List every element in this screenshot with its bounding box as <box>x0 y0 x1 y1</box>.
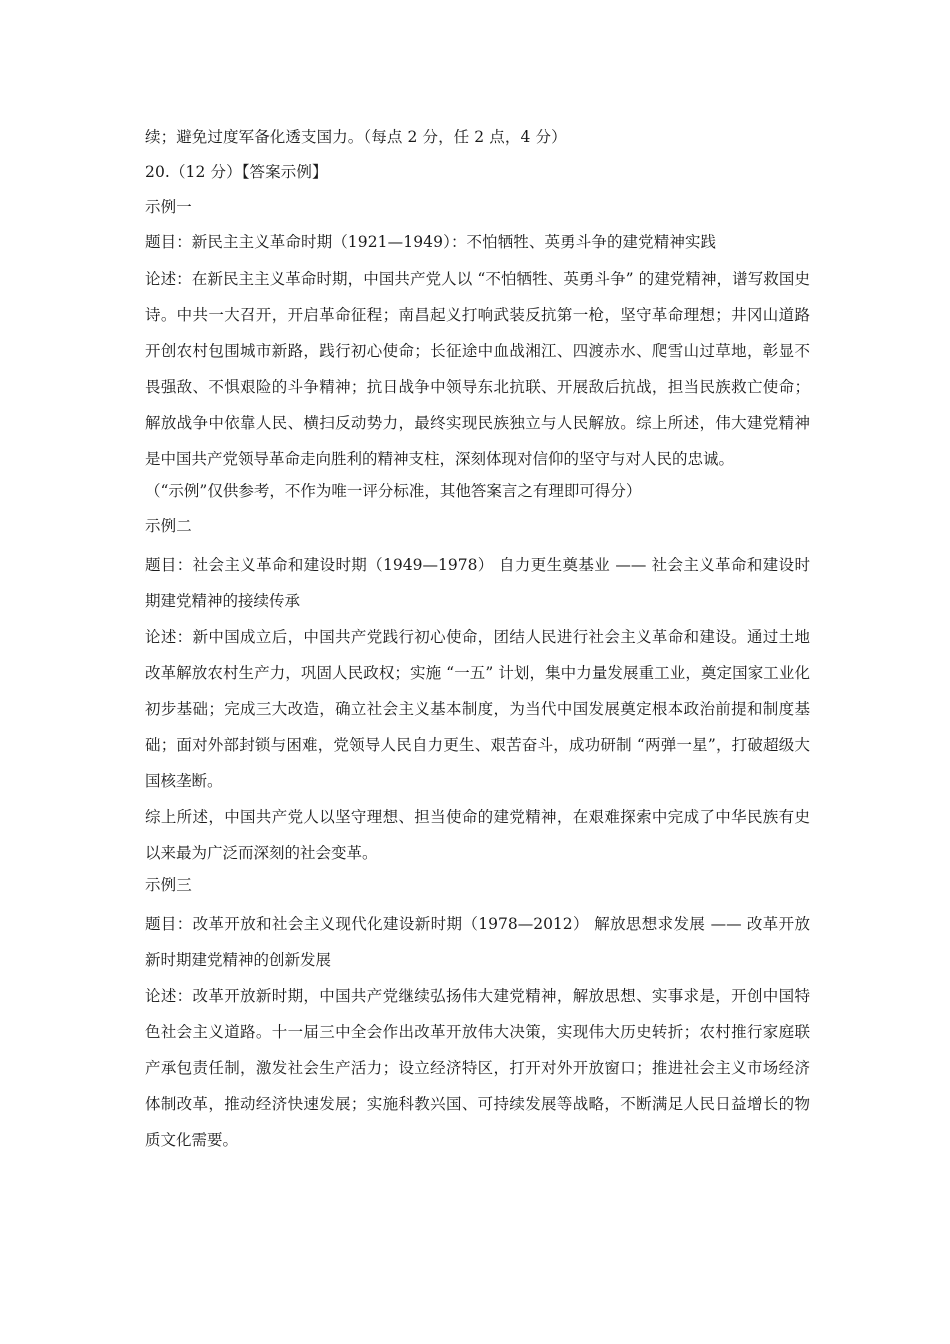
scoring-note: （“示例”仅供参考，不作为唯一评分标准，其他答案言之有理即可得分） <box>145 482 642 500</box>
example-two-body: 论述：新中国成立后，中国共产党践行初心使命，团结人民进行社会主义革命和建设。通过土地改革解放农村生产力，巩固人民政权；实施 “一五” 计划，集中力量发展重工业，奠定国家工业化初步基础；完成三大改造，确立社会主义基本制度，为当代中国发展奠定根本政治前提和制度基础；面对外部封锁与困难，党领导人民自力更生、艰苦奋斗，成功研制 “两弹一星”，打破超级大国核垄断。 <box>145 628 810 790</box>
example-three-body: 论述：改革开放新时期，中国共产党继续弘扬伟大建党精神，解放思想、实事求是，开创中国特色社会主义道路。十一届三中全会作出改革开放伟大决策，实现伟大历史转折；农村推行家庭联产承包责任制，激发社会生产活力；设立经济特区，打开对外开放窗口；推进社会主义市场经济体制改革，推动经济快速发展；实施科教兴国、可持续发展等战略，不断满足人民日益增长的物质文化需要。 <box>145 987 810 1149</box>
example-one-section <box>145 193 810 477</box>
carryover-line: 续；避免过度军备化透支国力。（每点 2 分，任 2 点，4 分） <box>145 128 567 146</box>
example-two-title: 题目：社会主义革命和建设时期（1949—1978） 自力更生奠基业 —— 社会主义革命和建设时期建党精神的接续传承 <box>145 556 810 610</box>
example-one-title: 题目：新民主主义革命时期（1921—1949）：不怕牺牲、英勇斗争的建党精神实践 <box>145 233 717 251</box>
example-one-label: 示例一 <box>145 198 192 216</box>
example-three-section <box>145 871 810 1158</box>
example-two-label: 示例二 <box>145 517 192 535</box>
example-two-conclusion: 综上所述，中国共产党人以坚守理想、担当使命的建党精神，在艰难探索中完成了中华民族有史以来最为广泛而深刻的社会变革。 <box>145 808 810 862</box>
answer-document <box>145 123 810 1158</box>
example-one-body: 论述：在新民主主义革命时期，中国共产党人以 “不怕牺牲、英勇斗争” 的建党精神，谱写救国史诗。中共一大召开，开启革命征程；南昌起义打响武装反抗第一枪，坚守革命理想；井冈山道路开创农村包围城市新路，践行初心使命；长征途中血战湘江、四渡赤水、爬雪山过草地，彰显不畏强敌、不惧艰险的斗争精神；抗日战争中领导东北抗联、开展敌后抗战，担当民族救亡使命；解放战争中依靠人民、横扫反动势力，最终实现民族独立与人民解放。综上所述，伟大建党精神是中国共产党领导革命走向胜利的精神支柱，深刻体现对信仰的坚守与对人民的忠诚。 <box>145 270 810 468</box>
example-two-section <box>145 512 810 871</box>
question-20-header: 20.（12 分）【答案示例】 <box>145 163 328 181</box>
example-three-title: 题目：改革开放和社会主义现代化建设新时期（1978—2012） 解放思想求发展 —— 改革开放新时期建党精神的创新发展 <box>145 915 810 969</box>
example-three-label: 示例三 <box>145 876 192 894</box>
